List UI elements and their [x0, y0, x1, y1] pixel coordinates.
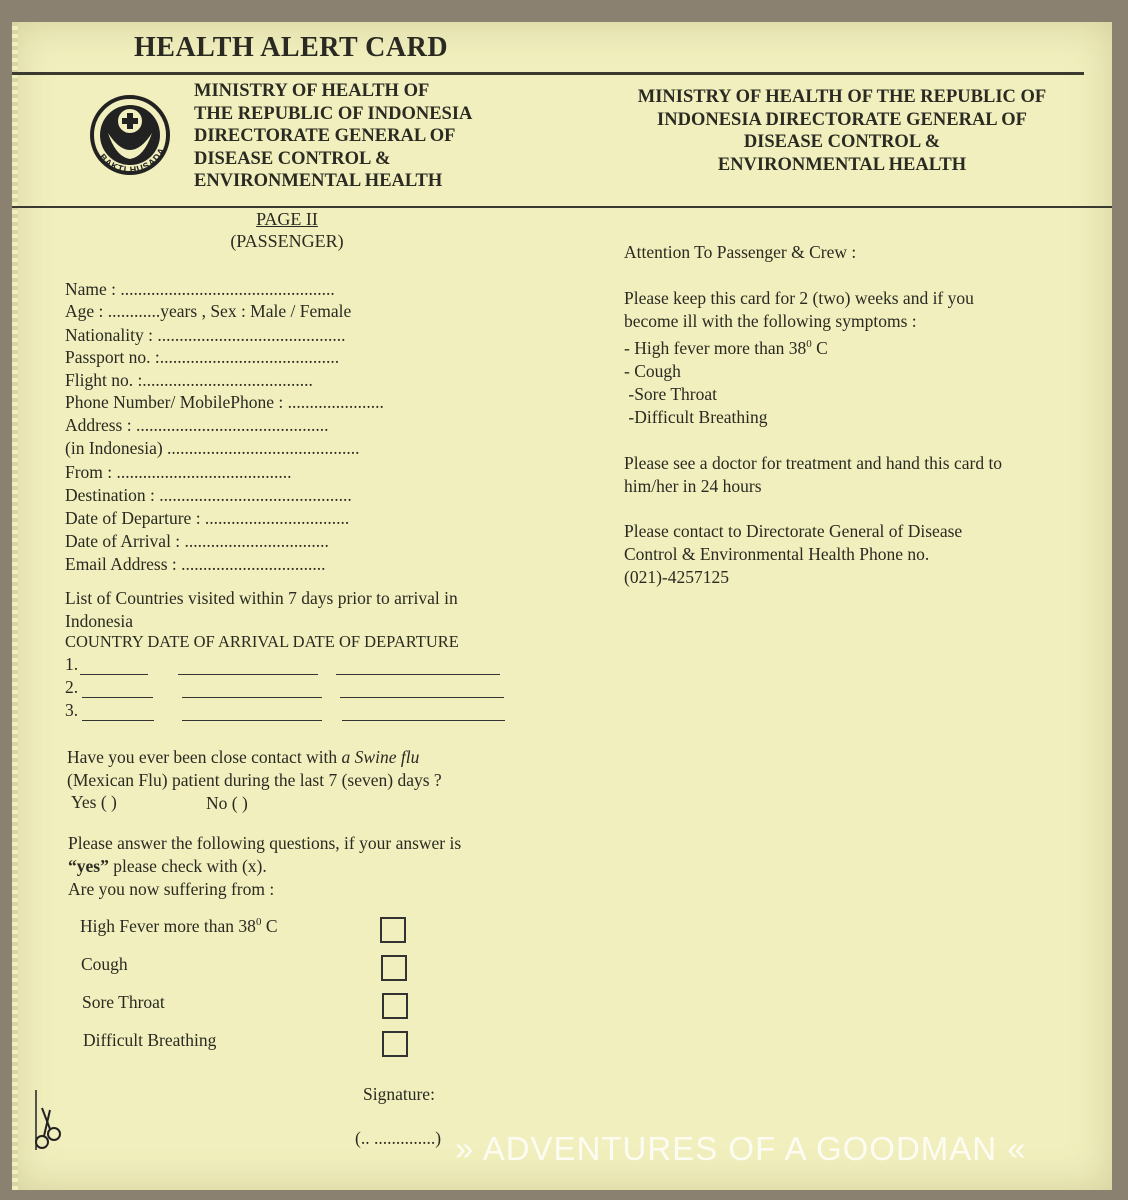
field-address[interactable]: Address : ............................................: [65, 415, 329, 435]
arrival-3-blank[interactable]: [182, 720, 322, 721]
ministry-header-left: MINISTRY OF HEALTH OF THE REPUBLIC OF INDONESIA DIRECTORATE GENERAL OF DISEASE CONTROL & ENVIRONMENTAL HEALTH: [194, 81, 473, 191]
departure-3-blank[interactable]: [342, 720, 505, 721]
country-row-num-3: 3.: [65, 700, 79, 720]
page-label: PAGE II: [256, 209, 318, 229]
answer-yes[interactable]: Yes ( ): [71, 792, 117, 812]
field-nationality[interactable]: Nationality : ...........................................: [65, 325, 346, 345]
country-2-blank[interactable]: [82, 697, 153, 698]
signature-field[interactable]: (.. ..............): [355, 1128, 442, 1148]
country-1-blank[interactable]: [80, 674, 148, 675]
header-rule: [12, 206, 1112, 208]
field-name[interactable]: Name : .................................................: [65, 279, 335, 299]
country-3-blank[interactable]: [82, 720, 154, 721]
card-title: HEALTH ALERT CARD: [134, 32, 449, 63]
field-from[interactable]: From : ........................................: [65, 462, 292, 482]
field-age-sex[interactable]: Age : ............years , Sex : Male / Female: [65, 301, 352, 321]
scissors-icon: [20, 1090, 70, 1150]
keep-card-paragraph: Please keep this card for 2 (two) weeks and if you become ill with the following symptoms : - High fever more than $38^0$ C - Cough -Sore Throat -Difficult Breathing: [624, 288, 974, 427]
page-sub: (PASSENGER): [230, 231, 344, 251]
checkbox-sore-throat[interactable]: [382, 993, 408, 1019]
svg-text:BAKTI HUSADA: [98, 146, 168, 176]
arrival-1-blank[interactable]: [178, 674, 318, 675]
field-flight[interactable]: Flight no. :.......................................: [65, 370, 313, 390]
countries-intro: List of Countries visited within 7 days prior to arrival in Indonesia: [65, 588, 458, 631]
symptom-sore-throat-label: Sore Throat: [82, 992, 165, 1012]
field-passport[interactable]: Passport no. :.........................................: [65, 347, 340, 367]
departure-2-blank[interactable]: [340, 697, 504, 698]
ministry-header-right: MINISTRY OF HEALTH OF THE REPUBLIC OF INDONESIA DIRECTORATE GENERAL OF DISEASE CONTROL & ENVIRONMENTAL HEALTH: [637, 87, 1047, 175]
attention-heading: Attention To Passenger & Crew :: [624, 242, 857, 262]
logo-ring-text: [78, 77, 182, 197]
watermark: » ADVENTURES OF A GOODMAN «: [455, 1130, 1027, 1167]
field-phone[interactable]: Phone Number/ MobilePhone : ......................: [65, 392, 384, 412]
field-date-arrival[interactable]: Date of Arrival : .................................: [65, 531, 329, 551]
answer-no[interactable]: No ( ): [206, 793, 248, 813]
departure-1-blank[interactable]: [336, 674, 500, 675]
country-row-num-2: 2.: [65, 677, 79, 697]
field-address-indonesia[interactable]: (in Indonesia) ............................................: [65, 438, 360, 458]
symptom-difficult-breathing-label: Difficult Breathing: [83, 1030, 217, 1050]
health-alert-card: [12, 22, 1112, 1190]
checkbox-high-fever[interactable]: [380, 917, 406, 943]
contact-paragraph: Please contact to Directorate General of Disease Control & Environmental Health Phone no. (021)-4257125: [624, 521, 963, 587]
field-date-departure[interactable]: Date of Departure : .................................: [65, 508, 350, 528]
field-destination[interactable]: Destination : ............................................: [65, 485, 352, 505]
symptom-instructions: Please answer the following questions, if your answer is “yes” please check with (x). Are you now suffering from :: [68, 833, 462, 899]
signature-label: Signature:: [363, 1084, 435, 1104]
arrival-2-blank[interactable]: [182, 697, 322, 698]
perforated-edge: [12, 22, 18, 1190]
symptom-high-fever-label: High Fever more than $38^0$ C: [80, 916, 278, 936]
swine-flu-question: Have you ever been close contact with a Swine flu (Mexican Flu) patient during the last 7 (seven) days ?: [67, 747, 442, 790]
symptom-cough-label: Cough: [81, 954, 128, 974]
field-email[interactable]: Email Address : .................................: [65, 554, 326, 574]
checkbox-difficult-breathing[interactable]: [382, 1031, 408, 1057]
page-heading: [212, 208, 362, 252]
see-doctor-paragraph: Please see a doctor for treatment and hand this card to him/her in 24 hours: [624, 453, 1003, 496]
country-row-num-1: 1.: [65, 654, 79, 674]
top-rule: [12, 72, 1084, 75]
countries-column-headers: COUNTRY DATE OF ARRIVAL DATE OF DEPARTURE: [65, 632, 459, 651]
logo-text: BAKTI HUSADA: [97, 145, 168, 176]
checkbox-cough[interactable]: [381, 955, 407, 981]
